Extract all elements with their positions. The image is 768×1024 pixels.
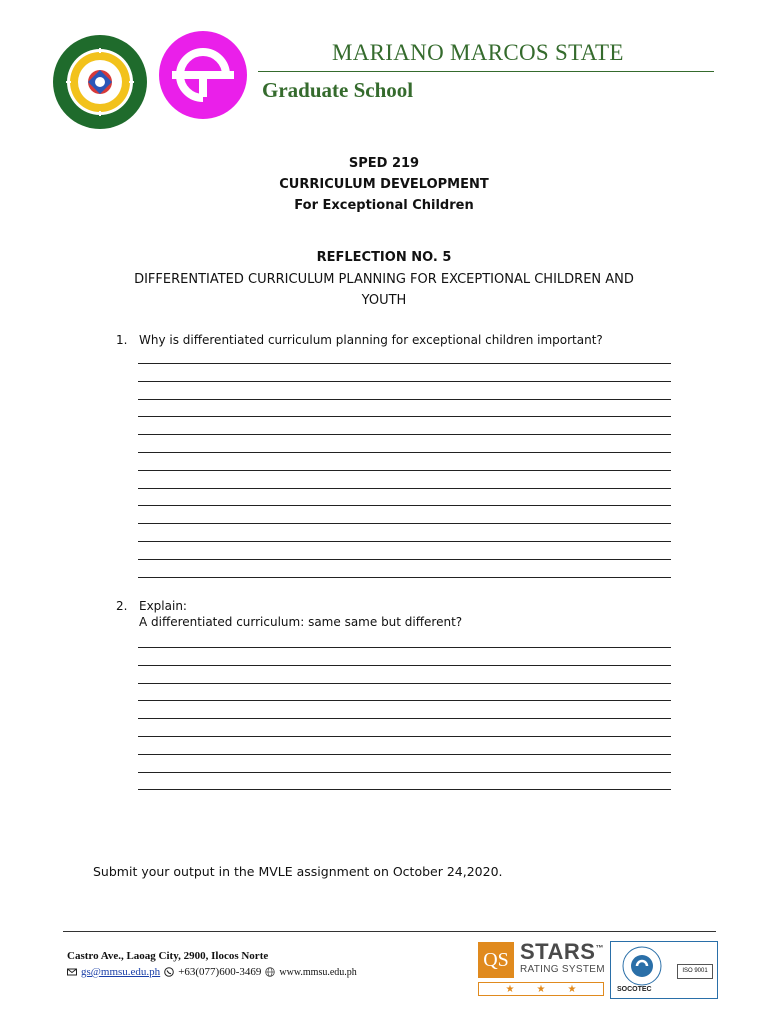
answer-line[interactable] — [138, 399, 671, 400]
answer-line[interactable] — [138, 559, 671, 560]
qs-trademark: ™ — [595, 943, 604, 953]
question-1-number: 1. — [116, 333, 128, 347]
answer-line[interactable] — [138, 363, 671, 364]
star-icon: ★ — [567, 983, 577, 995]
answer-line[interactable] — [138, 488, 671, 489]
footer-address: Castro Ave., Laoag City, 2900, Ilocos Norte — [67, 950, 269, 962]
answer-line[interactable] — [138, 683, 671, 684]
qs-stars-word: STARS — [520, 939, 596, 964]
qs-star-rating — [478, 982, 604, 996]
iso-9001-label: ISO 9001 — [677, 964, 713, 979]
globe-icon — [265, 967, 275, 977]
footer-divider — [63, 931, 716, 932]
qs-rating-system-label: RATING SYSTEM — [520, 964, 605, 975]
answer-line[interactable] — [138, 452, 671, 453]
answer-line[interactable] — [138, 541, 671, 542]
footer-contact-row — [67, 966, 357, 978]
qs-stars-badge — [478, 939, 605, 996]
reflection-topic-line2: YOUTH — [361, 293, 407, 308]
footer-email-link[interactable]: gs@mmsu.edu.ph — [81, 966, 161, 978]
socotec-label: SOCOTEC — [617, 986, 652, 993]
reflection-topic-line1: DIFFERENTIATED CURRICULUM PLANNING FOR EXCEPTIONAL CHILDREN AND — [134, 272, 634, 287]
university-seal — [52, 34, 148, 130]
question-1-text: Why is differentiated curriculum planning for exceptional children important? — [139, 333, 603, 347]
answer-line[interactable] — [138, 577, 671, 578]
phone-icon — [164, 967, 174, 977]
footer-website-link[interactable]: www.mmsu.edu.ph — [279, 966, 357, 978]
answer-line[interactable] — [138, 665, 671, 666]
answer-line[interactable] — [138, 754, 671, 755]
question-2-label: Explain: — [139, 599, 187, 613]
qs-logo: QS — [478, 942, 514, 978]
answer-line[interactable] — [138, 789, 671, 790]
header-divider — [258, 71, 714, 72]
answer-line[interactable] — [138, 718, 671, 719]
graduate-school-logo — [158, 30, 248, 120]
socotec-seal-icon — [617, 945, 667, 987]
star-icon: ★ — [505, 983, 515, 995]
graduate-school-title: Graduate School — [262, 78, 414, 102]
star-icon: ★ — [536, 983, 546, 995]
course-subtitle: For Exceptional Children — [294, 198, 474, 213]
envelope-icon — [67, 967, 77, 977]
footer-phone: +63(077)600-3469 — [178, 966, 262, 978]
iso-certification-badge — [610, 941, 718, 999]
answer-line[interactable] — [138, 416, 671, 417]
question-2-number: 2. — [116, 599, 128, 613]
course-code: SPED 219 — [348, 156, 420, 171]
answer-line[interactable] — [138, 736, 671, 737]
question-2-text: A differentiated curriculum: same same but different? — [139, 615, 463, 629]
university-name: MARIANO MARCOS STATE — [332, 40, 624, 65]
answer-line[interactable] — [138, 772, 671, 773]
answer-line[interactable] — [138, 470, 671, 471]
submission-instruction: Submit your output in the MVLE assignment on October 24,2020. — [93, 864, 503, 879]
answer-line[interactable] — [138, 700, 671, 701]
answer-line[interactable] — [138, 381, 671, 382]
answer-line[interactable] — [138, 434, 671, 435]
answer-line[interactable] — [138, 523, 671, 524]
answer-line[interactable] — [138, 505, 671, 506]
course-title: CURRICULUM DEVELOPMENT — [279, 177, 489, 192]
reflection-number: REFLECTION NO. 5 — [316, 250, 452, 265]
answer-line[interactable] — [138, 647, 671, 648]
